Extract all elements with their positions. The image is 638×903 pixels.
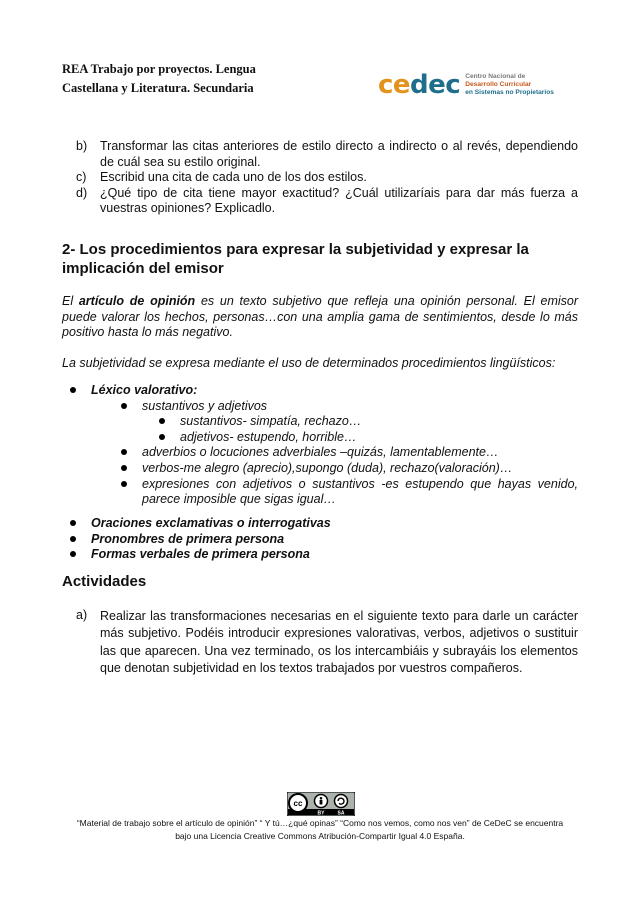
- intro-bold: artículo de opinión: [78, 294, 196, 308]
- question-marker: c): [76, 170, 87, 185]
- question-item: [76, 139, 578, 170]
- activities-list: [76, 608, 578, 678]
- question-text: ¿Qué tipo de cita tiene mayor exactitud? ¿Cuál utilizaríais para dar más fuerza a vuestras opiniones? Explicadlo.: [100, 185, 578, 216]
- list-item: [121, 461, 578, 477]
- share-alike-icon: [335, 795, 348, 808]
- logo-sub-line-3: en Sistemas no Propietarios: [465, 89, 554, 96]
- activity-item: [76, 608, 578, 678]
- question-item: [76, 186, 578, 217]
- footer-line-1: “Material de trabajo sobre el artículo de opinión” “ Y tú…¿qué opinas” “Como nos vemos, como nos ven” de CeDeC se encuentra: [76, 818, 564, 828]
- procedures-list: [62, 383, 578, 508]
- bullet-text: adverbios o locuciones adverbiales –quizás, lamentablemente…: [142, 445, 499, 460]
- logo-wordmark: [378, 72, 460, 98]
- bullet-text: verbos-me alegro (aprecio),supongo (duda), rechazo(valoración)…: [142, 460, 513, 475]
- activity-text: Realizar las transformaciones necesarias en el siguiente texto para darle un carácter más subjetivo. Podéis introducir expresiones valorativas, verbos, adjetivos o sustituir las que aparecen. Una vez terminado, os los intercambiáis y subrayáis los elementos que denotan subjetividad en los textos trabajados por vuestros compañeros.: [100, 609, 578, 676]
- bullet-text: adjetivos- estupendo, horrible…: [180, 429, 357, 444]
- list-item: [121, 477, 578, 508]
- bullet-icon: [159, 418, 165, 424]
- bullet-icon: [121, 465, 127, 471]
- document-header: [62, 60, 256, 98]
- bullet-icon: [159, 434, 165, 440]
- creative-commons-badge: [287, 792, 355, 816]
- bullet-icon: [121, 403, 127, 409]
- footer-line-2: bajo una Licencia Creative Commons Atribución-Compartir Igual 4.0 España.: [175, 831, 465, 841]
- bullet-text: Pronombres de primera persona: [91, 531, 285, 546]
- subjectivity-paragraph: La subjetividad se expresa mediante el uso de determinados procedimientos lingüísticos:: [62, 356, 556, 370]
- bullet-text: sustantivos y adjetivos: [142, 398, 268, 413]
- intro-paragraph: [62, 294, 578, 341]
- list-item: [121, 399, 578, 415]
- question-item: [76, 170, 578, 186]
- activities-heading: Actividades: [62, 573, 147, 590]
- list-item: [121, 445, 578, 461]
- bullet-icon: [70, 387, 76, 393]
- intro-post: es un texto subjetivo que refleja una opinión personal. El emisor puede valorar los hechos, personas…con una amplia gama de sentimientos, desde lo más positivo hasta lo más negativo.: [62, 294, 578, 340]
- svg-text:cc: cc: [293, 799, 303, 808]
- question-list: [76, 139, 578, 217]
- bullet-icon: [70, 520, 76, 526]
- list-item: [159, 414, 578, 430]
- bullet-icon: [121, 481, 127, 487]
- cc-by-label: BY: [317, 810, 325, 816]
- list-item: [70, 383, 578, 399]
- bullet-icon: [121, 449, 127, 455]
- activity-marker: a): [76, 608, 88, 622]
- logo-subtitle: [465, 73, 554, 97]
- question-marker: d): [76, 185, 88, 200]
- cc-sa-label: SA: [337, 810, 345, 816]
- license-footer: [62, 817, 578, 843]
- intro-pre: El: [62, 294, 79, 308]
- header-line-2: Castellana y Literatura. Secundaria: [62, 81, 254, 95]
- list-item: [70, 532, 331, 548]
- list-item: [70, 547, 331, 563]
- bullet-text: Oraciones exclamativas o interrogativas: [91, 516, 331, 530]
- bullet-text: expresiones con adjetivos o sustantivos -es estupendo que hayas venido, parece imposible que sigas igual…: [142, 476, 578, 507]
- header-line-1: REA Trabajo por proyectos. Lengua: [62, 62, 256, 76]
- question-text: Escribid una cita de cada uno de los dos estilos.: [100, 170, 367, 185]
- logo-dec: dec: [410, 70, 461, 100]
- list-item: [70, 516, 331, 532]
- logo-ce: ce: [378, 70, 411, 100]
- bullet-icon: [70, 536, 76, 542]
- bullet-icon: [70, 551, 76, 557]
- bullet-text: Formas verbales de primera persona: [91, 547, 310, 562]
- question-text: Transformar las citas anteriores de estilo directo a indirecto o al revés, dependiendo de cuál sea su estilo original.: [100, 139, 578, 169]
- grammar-list: [62, 516, 331, 563]
- bullet-text: sustantivos- simpatía, rechazo…: [180, 414, 362, 429]
- list-item: [159, 430, 578, 446]
- section-heading: 2- Los procedimientos para expresar la subjetividad y expresar la implicación del emisor: [62, 241, 529, 277]
- logo-sub-line-2: Desarrollo Curricular: [465, 81, 532, 88]
- cedec-logo: [378, 72, 554, 98]
- question-marker: b): [76, 139, 88, 153]
- logo-sub-line-1: Centro Nacional de: [465, 73, 526, 80]
- bullet-text: Léxico valorativo:: [91, 383, 198, 397]
